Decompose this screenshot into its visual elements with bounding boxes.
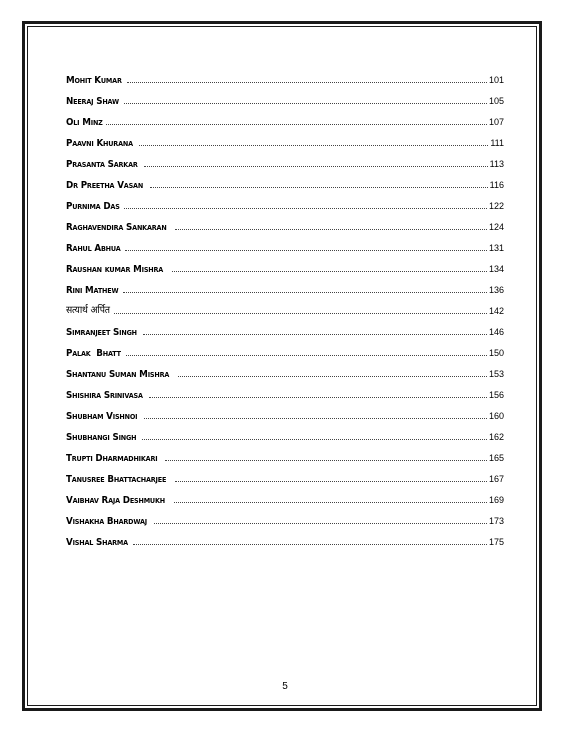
toc-entry-page: 142 — [488, 306, 504, 316]
toc-dot-leader — [175, 229, 487, 230]
toc-entry[interactable] — [66, 64, 504, 85]
toc-entry[interactable] — [66, 526, 504, 547]
toc-entry[interactable] — [66, 85, 504, 106]
toc-entry[interactable] — [66, 358, 504, 379]
toc-dot-leader — [142, 439, 487, 440]
toc-entry-page: 122 — [488, 201, 504, 211]
toc-entry-page: 134 — [488, 264, 504, 274]
toc-entry-name: Raushan kumar Mishra — [66, 263, 164, 275]
toc-entry-page: 156 — [488, 390, 504, 400]
toc-dot-leader — [126, 355, 487, 356]
toc-entry[interactable] — [66, 106, 504, 127]
toc-dot-leader — [106, 124, 487, 125]
toc-dot-leader — [143, 334, 487, 335]
toc-dot-leader — [144, 166, 488, 167]
toc-dot-leader — [114, 313, 487, 314]
toc-entry[interactable] — [66, 505, 504, 526]
toc-entry-page: 101 — [488, 75, 504, 85]
toc-entry-name: Shishira Srinivasa — [66, 389, 143, 401]
toc-entry[interactable] — [66, 274, 504, 295]
toc-entry[interactable] — [66, 232, 504, 253]
toc-entry-page: 160 — [488, 411, 504, 421]
toc-entry-name: सत्यार्थ अर्पित — [66, 305, 110, 316]
toc-entry[interactable] — [66, 295, 504, 316]
toc-entry[interactable] — [66, 169, 504, 190]
toc-entry[interactable] — [66, 316, 504, 337]
toc-entry[interactable] — [66, 190, 504, 211]
toc-dot-leader — [154, 523, 487, 524]
toc-entry-name: Shubhangi Singh — [66, 431, 137, 443]
toc-entry-name: Tanusree Bhattacharjee — [66, 473, 167, 485]
toc-entry-name: Oli Minz — [66, 116, 103, 128]
toc-entry[interactable] — [66, 463, 504, 484]
toc-entry-page: 124 — [488, 222, 504, 232]
toc-entry-name: Mohit Kumar — [66, 74, 122, 86]
toc-entry-page: 113 — [489, 159, 504, 169]
toc-entry[interactable] — [66, 400, 504, 421]
toc-entry[interactable] — [66, 379, 504, 400]
toc-entry-page: 111 — [490, 138, 504, 148]
toc-entry-name: Vaibhav Raja Deshmukh — [66, 494, 166, 506]
page-number: 5 — [282, 681, 288, 692]
toc-entry-name: Rahul Abhua — [66, 242, 121, 254]
toc-entry-name: Shubham Vishnoi — [66, 410, 138, 422]
toc-dot-leader — [175, 481, 487, 482]
toc-dot-leader — [133, 544, 487, 545]
toc-entry-page: 165 — [488, 453, 504, 463]
toc-entry-name: Prasanta Sarkar — [66, 158, 138, 170]
toc-entry-page: 107 — [488, 117, 504, 127]
toc-entry-name: Trupti Dharmadhikari — [66, 452, 158, 464]
toc-entry-page: 105 — [488, 96, 504, 106]
toc-entry-name: Shantanu Suman Mishra — [66, 368, 170, 380]
toc-dot-leader — [123, 292, 487, 293]
toc-entry-page: 131 — [488, 243, 504, 253]
toc-entry-name: Rini Mathew — [66, 284, 119, 296]
toc-entry-page: 116 — [489, 180, 504, 190]
toc-entry-page: 162 — [488, 432, 504, 442]
table-of-contents — [66, 64, 504, 547]
toc-entry-page: 146 — [488, 327, 504, 337]
toc-entry[interactable] — [66, 442, 504, 463]
toc-dot-leader — [125, 250, 487, 251]
toc-dot-leader — [139, 145, 489, 146]
toc-entry-page: 173 — [488, 516, 504, 526]
toc-entry-page: 175 — [488, 537, 504, 547]
toc-dot-leader — [149, 397, 487, 398]
toc-dot-leader — [174, 502, 487, 503]
toc-entry-page: 153 — [488, 369, 504, 379]
toc-entry[interactable] — [66, 253, 504, 274]
toc-dot-leader — [124, 208, 487, 209]
toc-entry-name: Palak Bhatt — [66, 347, 121, 359]
toc-dot-leader — [178, 376, 487, 377]
toc-entry-name: Vishal Sharma — [66, 536, 128, 548]
toc-entry-name: Vishakha Bhardwaj — [66, 515, 147, 527]
toc-entry[interactable] — [66, 211, 504, 232]
toc-dot-leader — [127, 82, 487, 83]
toc-entry[interactable] — [66, 337, 504, 358]
toc-entry[interactable] — [66, 127, 504, 148]
toc-entry-name: Simranjeet Singh — [66, 326, 137, 338]
toc-dot-leader — [144, 418, 487, 419]
toc-dot-leader — [172, 271, 487, 272]
toc-entry-name: Dr Preetha Vasan — [66, 179, 144, 191]
toc-entry-name: Purnima Das — [66, 200, 120, 212]
toc-entry-name: Neeraj Shaw — [66, 95, 119, 107]
toc-dot-leader — [150, 187, 488, 188]
toc-entry-page: 169 — [488, 495, 504, 505]
toc-entry-name: Raghavendira Sankaran — [66, 221, 167, 233]
toc-entry-page: 167 — [488, 474, 504, 484]
toc-entry-page: 150 — [488, 348, 504, 358]
toc-entry-name: Paavni Khurana — [66, 137, 133, 149]
toc-dot-leader — [124, 103, 487, 104]
toc-dot-leader — [165, 460, 487, 461]
toc-entry-page: 136 — [488, 285, 504, 295]
toc-entry[interactable] — [66, 148, 504, 169]
toc-entry[interactable] — [66, 421, 504, 442]
toc-entry[interactable] — [66, 484, 504, 505]
